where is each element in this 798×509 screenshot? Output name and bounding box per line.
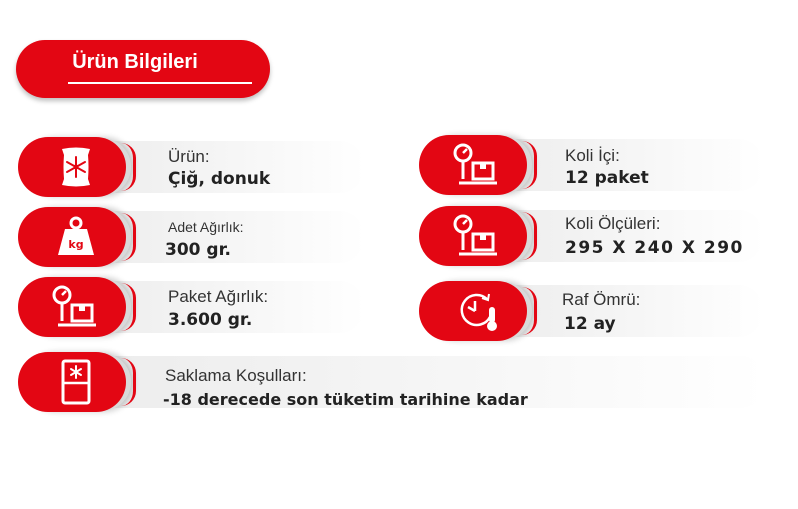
info-card-box-dimensions xyxy=(419,206,764,266)
info-card-product xyxy=(18,137,365,197)
icon-badge xyxy=(18,137,126,197)
freezer-icon xyxy=(50,356,102,408)
scale-box-icon xyxy=(451,139,503,191)
card-label: Paket Ağırlık: xyxy=(168,287,269,306)
icon-badge xyxy=(419,281,527,341)
frozen-bag-icon xyxy=(50,141,102,193)
card-value: 12 ay xyxy=(564,314,616,334)
card-label: Adet Ağırlık: xyxy=(168,219,244,235)
card-label: Koli İçi: xyxy=(565,146,620,165)
card-value: 12 paket xyxy=(565,168,649,188)
info-card-package-weight xyxy=(18,277,365,337)
clock-thermometer-icon xyxy=(451,285,503,337)
scale-box-icon xyxy=(451,210,503,262)
card-value: 3.600 gr. xyxy=(168,310,253,330)
card-label: Raf Ömrü: xyxy=(562,290,641,309)
info-card-storage xyxy=(18,352,767,412)
card-value: 295 X 240 X 290 xyxy=(565,238,744,258)
card-label: Ürün: xyxy=(168,147,210,166)
section-header xyxy=(16,40,270,98)
title-underline xyxy=(68,82,252,84)
info-card-shelf-life xyxy=(419,281,764,341)
info-card-box-content xyxy=(419,135,764,195)
svg-text:kg: kg xyxy=(68,238,84,251)
section-title: Ürün Bilgileri xyxy=(72,51,198,73)
card-value: Çiğ, donuk xyxy=(168,169,271,189)
kg-weight-icon xyxy=(50,211,102,263)
icon-badge xyxy=(18,352,126,412)
icon-badge xyxy=(419,206,527,266)
icon-badge xyxy=(419,135,527,195)
scale-box-icon xyxy=(50,281,102,333)
info-card-unit-weight xyxy=(18,207,365,267)
icon-badge xyxy=(18,207,126,267)
icon-badge xyxy=(18,277,126,337)
card-label: Koli Ölçüleri: xyxy=(565,214,661,233)
card-label: Saklama Koşulları: xyxy=(165,366,307,385)
card-value: 300 gr. xyxy=(165,240,231,260)
card-value: -18 derecede son tüketim tarihine kadar xyxy=(163,390,528,409)
